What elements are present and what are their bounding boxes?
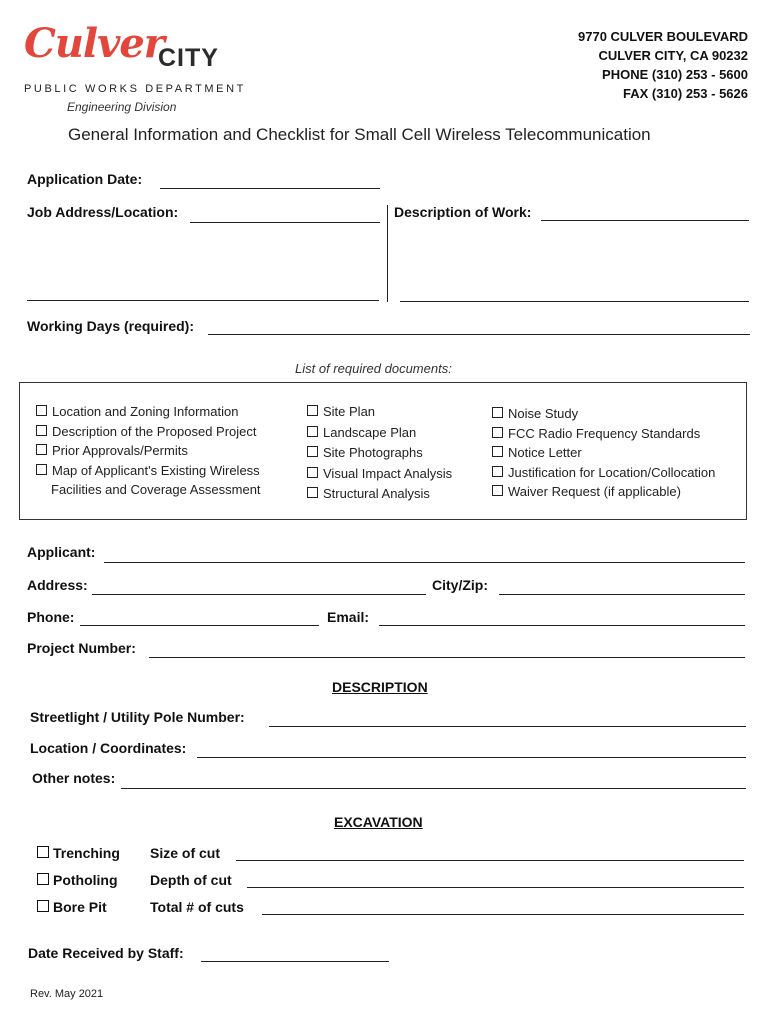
depth-of-cut-label: Depth of cut [150, 872, 232, 888]
logo-city: CITY [158, 44, 219, 72]
email-field[interactable] [379, 625, 745, 626]
address-line: PHONE (310) 253 - 5600 [602, 67, 748, 82]
doc-item[interactable] [36, 441, 261, 461]
doc-item-continuation: Facilities and Coverage Assessment [51, 482, 261, 497]
documents-column-1 [36, 402, 261, 500]
pole-number-field[interactable] [269, 726, 746, 727]
size-of-cut-label: Size of cut [150, 845, 221, 861]
address-line: CULVER CITY, CA 90232 [598, 48, 748, 63]
application-date-label: Application Date: [27, 171, 143, 187]
checkbox[interactable] [492, 407, 503, 418]
date-received-label: Date Received by Staff: [28, 945, 184, 961]
doc-item[interactable] [307, 402, 452, 423]
phone-field[interactable] [80, 625, 319, 626]
project-number-field[interactable] [149, 657, 745, 658]
date-received-field[interactable] [201, 961, 389, 962]
doc-item-label: Visual Impact Analysis [323, 465, 453, 481]
logo-division: Engineering Division [67, 100, 177, 114]
depth-of-cut-field[interactable] [247, 887, 744, 888]
trenching-label: Trenching [53, 845, 120, 861]
pole-number-label: Streetlight / Utility Pole Number: [30, 709, 245, 725]
logo-wordmark: Culver [24, 20, 164, 67]
checkbox[interactable] [307, 405, 318, 416]
checkbox[interactable] [307, 426, 318, 437]
total-cuts-field[interactable] [262, 914, 744, 915]
checkbox[interactable] [36, 444, 47, 455]
doc-item-label: Site Plan [323, 404, 376, 419]
column-divider [387, 205, 388, 302]
doc-item-label: Structural Analysis [323, 486, 430, 501]
working-days-label: Working Days (required): [27, 318, 194, 334]
doc-item[interactable] [307, 423, 452, 444]
description-heading: DESCRIPTION [332, 679, 428, 695]
doc-item[interactable] [492, 482, 715, 502]
revision-note: Rev. May 2021 [30, 988, 104, 1000]
checkbox[interactable] [307, 446, 318, 457]
doc-item-label: Prior Approvals/Permits [52, 443, 188, 458]
page-title: General Information and Checklist for Small Cell Wireless Telecommunication [68, 125, 651, 144]
other-notes-label: Other notes: [32, 770, 116, 786]
description-of-work-field-line2[interactable] [400, 301, 749, 302]
application-date-field[interactable] [160, 188, 380, 189]
doc-item[interactable] [492, 424, 715, 444]
job-address-field-line2[interactable] [27, 300, 379, 301]
checkbox[interactable] [492, 485, 503, 496]
phone-label: Phone: [27, 609, 75, 625]
checkbox[interactable] [36, 425, 47, 436]
doc-item-label: Waiver Request (if applicable) [508, 484, 681, 499]
other-notes-field[interactable] [121, 788, 746, 789]
doc-item[interactable] [492, 443, 715, 463]
potholing-option[interactable] [37, 872, 118, 888]
size-of-cut-field[interactable] [236, 860, 744, 861]
doc-item-label: Description of the Proposed Project [52, 423, 257, 439]
checkbox[interactable] [36, 464, 47, 475]
bore-pit-option[interactable] [37, 899, 107, 915]
address-label: Address: [27, 577, 88, 593]
checkbox[interactable] [37, 873, 49, 885]
doc-item-label: Justification for Location/Collocation [508, 464, 716, 480]
total-cuts-label: Total # of cuts [150, 899, 244, 915]
city-zip-label: City/Zip: [432, 577, 488, 593]
doc-item[interactable] [307, 484, 452, 505]
checkbox[interactable] [307, 467, 318, 478]
city-zip-field[interactable] [499, 594, 745, 595]
doc-item-label: Location and Zoning Information [52, 404, 239, 419]
applicant-label: Applicant: [27, 544, 96, 560]
project-number-label: Project Number: [27, 640, 136, 656]
job-address-field[interactable] [190, 222, 380, 223]
doc-item[interactable] [492, 463, 715, 483]
doc-item-label: FCC Radio Frequency Standards [508, 425, 701, 441]
applicant-field[interactable] [104, 562, 745, 563]
checkbox[interactable] [307, 487, 318, 498]
doc-item-label: Landscape Plan [323, 424, 417, 440]
doc-item-label: Notice Letter [508, 445, 582, 460]
doc-item[interactable] [307, 464, 452, 485]
location-field[interactable] [197, 757, 746, 758]
description-of-work-label: Description of Work: [394, 204, 532, 220]
doc-item[interactable] [36, 422, 261, 442]
doc-item[interactable] [492, 404, 715, 424]
working-days-field[interactable] [208, 334, 750, 335]
location-label: Location / Coordinates: [30, 740, 187, 756]
bore-pit-label: Bore Pit [53, 899, 107, 915]
checkbox[interactable] [37, 900, 49, 912]
trenching-option[interactable] [37, 845, 120, 861]
checkbox[interactable] [492, 466, 503, 477]
address-line: FAX (310) 253 - 5626 [622, 86, 748, 101]
address-field[interactable] [92, 594, 426, 595]
documents-column-3 [492, 404, 715, 502]
job-address-label: Job Address/Location: [27, 204, 179, 220]
documents-column-2 [307, 402, 452, 505]
documents-heading: List of required documents: [295, 361, 452, 376]
doc-item[interactable] [36, 461, 261, 481]
potholing-label: Potholing [53, 872, 118, 888]
doc-item-label: Site Photographs [323, 445, 423, 460]
doc-item[interactable] [307, 443, 452, 464]
logo-department: PUBLIC WORKS DEPARTMENT [24, 83, 246, 95]
email-label: Email: [327, 609, 370, 625]
doc-item-label: Noise Study [508, 406, 579, 421]
checkbox[interactable] [492, 427, 503, 438]
checkbox[interactable] [36, 405, 47, 416]
address-line: 9770 CULVER BOULEVARD [578, 29, 748, 44]
doc-item[interactable] [36, 402, 261, 422]
contact-address [578, 27, 748, 103]
checkbox[interactable] [492, 446, 503, 457]
checkbox[interactable] [37, 846, 49, 858]
doc-item-label: Map of Applicant's Existing Wireless [52, 462, 260, 478]
description-of-work-field[interactable] [541, 220, 749, 221]
excavation-heading: EXCAVATION [334, 814, 423, 830]
